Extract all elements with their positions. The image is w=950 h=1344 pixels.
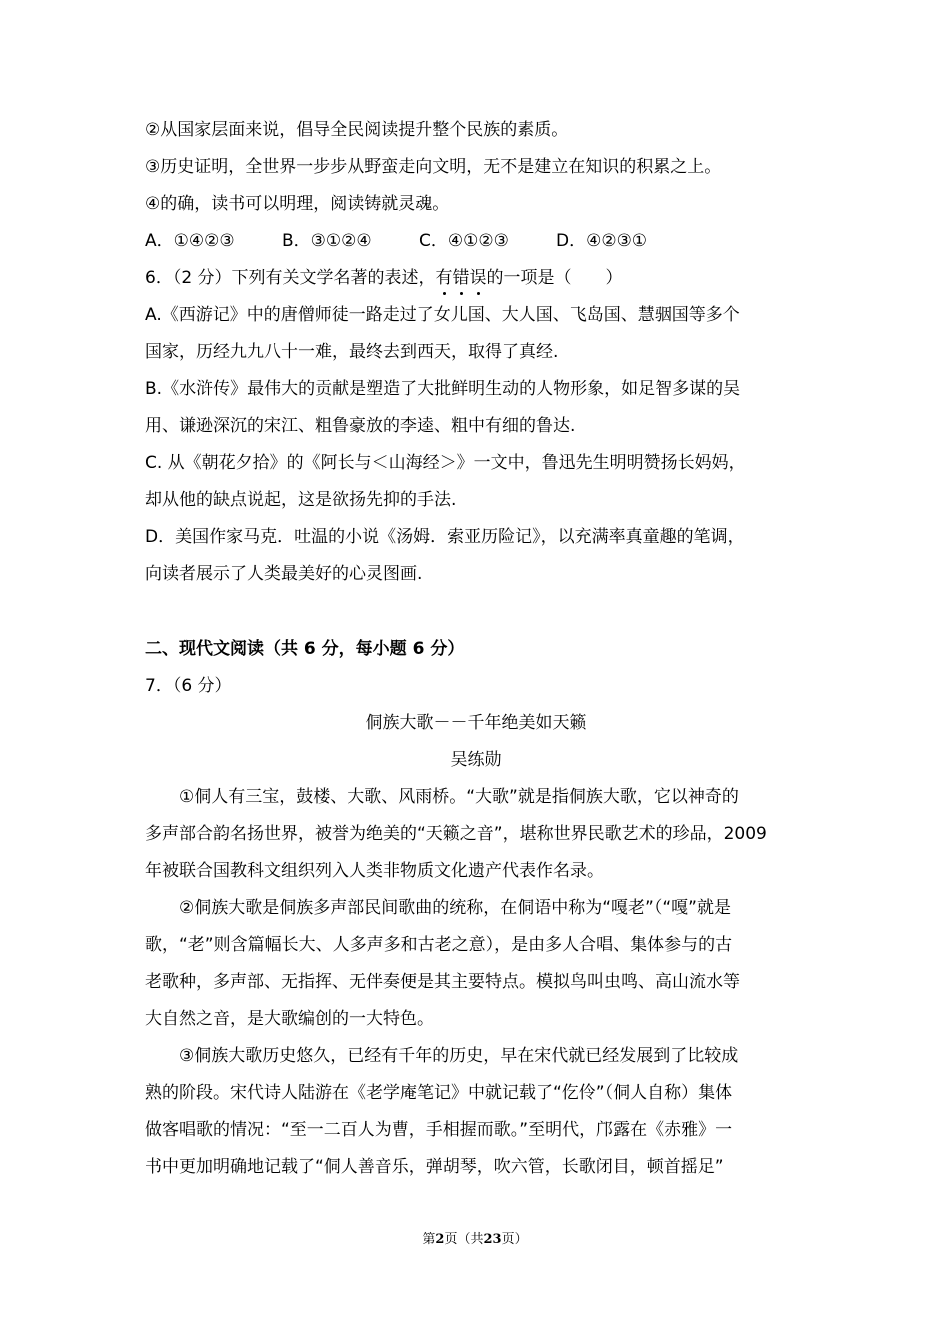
section-2-heading: 二、现代文阅读（共 6 分，每小题 6 分）	[145, 639, 465, 659]
q6-option-c-line2: 却从他的缺点说起，这是欲扬先抑的手法.	[145, 490, 457, 510]
paragraph-2-line-2: 歌，“老”则含篇幅长大、人多声多和古老之意），是由多人合唱、集体参与的古	[145, 935, 733, 955]
paragraph-3-line-3: 做客唱歌的情况：“至一二百人为曹，手相握而歌。”至明代，邝露在《赤雅》一	[145, 1120, 733, 1140]
q7-stem: 7．（6 分）	[145, 676, 232, 696]
paragraph-2-line-3: 老歌种，多声部、无指挥、无伴奏便是其主要特点。模拟鸟叫虫鸣、高山流水等	[145, 972, 740, 992]
page-footer	[0, 1228, 950, 1247]
q6-option-b-line1: B.《水浒传》最伟大的贡献是塑造了大批鲜明生动的人物形象，如足智多谋的吴	[145, 379, 741, 399]
article-author: 吴练勋	[450, 750, 502, 770]
paragraph-3-line-1: ③侗族大歌历史悠久，已经有千年的历史，早在宋代就已经发展到了比较成	[179, 1046, 739, 1066]
q5-option-d: D．④②③①	[556, 231, 648, 251]
paragraph-3-line-2: 熟的阶段。宋代诗人陆游在《老学庵笔记》中就记载了“仡伶”（侗人自称）集体	[145, 1083, 733, 1103]
paragraph-2-line-4: 大自然之音，是大歌编创的一大特色。	[145, 1009, 434, 1029]
paragraph-1-line-2: 多声部合韵名扬世界，被誉为绝美的“天籁之音”，堪称世界民歌艺术的珍品，2009	[145, 824, 767, 844]
footer-middle: 页（共	[444, 1232, 484, 1247]
paragraph-3-line-4: 书中更加明确地记载了“侗人善音乐，弹胡琴，吹六管，长歌闭目，顿首摇足”	[145, 1157, 724, 1177]
q6-option-c-line1: C. 从《朝花夕拾》的《阿长与＜山海经＞》一文中，鲁迅先生明明赞扬长妈妈，	[145, 453, 746, 473]
emphasis-char-2: 误	[469, 268, 487, 288]
q6-option-a-line1: A.《西游记》中的唐僧师徒一路走过了女儿国、大人国、飞岛国、慧骃国等多个	[145, 305, 740, 325]
footer-total-pages: 23	[483, 1232, 502, 1247]
q6-option-d-line1: D．美国作家马克．吐温的小说《汤姆．索亚历险记》，以充满率真童趣的笔调，	[145, 527, 745, 547]
q5-sentence-4: ④的确，读书可以明理，阅读铸就灵魂。	[145, 194, 450, 214]
q5-option-b: B．③①②④	[282, 231, 372, 251]
footer-page-number: 2	[435, 1232, 445, 1247]
emphasis-char-0: 有	[435, 268, 453, 288]
paragraph-1-line-3: 年被联合国教科文组织列入人类非物质文化遗产代表作名录。	[145, 861, 604, 881]
paragraph-2-line-1: ②侗族大歌是侗族多声部民间歌曲的统称，在侗语中称为“嘎老”（“嘎”就是	[179, 898, 731, 918]
q5-sentence-3: ③历史证明，全世界一步步从野蛮走向文明，无不是建立在知识的积累之上。	[145, 157, 722, 177]
q6-stem-prefix: 6．（2 分）下列有关文学名著的表述，	[145, 268, 436, 288]
article-title: 侗族大歌－－千年绝美如天籁	[365, 713, 587, 733]
q5-options	[145, 229, 807, 266]
footer-prefix: 第	[422, 1232, 436, 1247]
q5-option-a: A．①④②③	[145, 231, 235, 251]
footer-suffix: 页）	[501, 1232, 528, 1247]
q5-option-c: C．④①②③	[419, 231, 509, 251]
paragraph-1-line-1: ①侗人有三宝，鼓楼、大歌、风雨桥。“大歌”就是指侗族大歌，它以神奇的	[179, 787, 739, 807]
q6-stem-suffix: 的一项是（ ）	[486, 268, 623, 288]
q6-option-a-line2: 国家，历经九九八十一难，最终去到西天，取得了真经.	[145, 342, 559, 362]
q6-option-b-line2: 用、谦逊深沉的宋江、粗鲁豪放的李逵、粗中有细的鲁达.	[145, 416, 576, 436]
emphasis-char-1: 错	[452, 268, 470, 288]
q5-sentence-2: ②从国家层面来说，倡导全民阅读提升整个民族的素质。	[145, 120, 569, 140]
q6-option-d-line2: 向读者展示了人类最美好的心灵图画.	[145, 564, 423, 584]
q6-stem	[145, 266, 807, 303]
page-content	[145, 118, 807, 1192]
q6-stem-emphasis	[436, 268, 487, 288]
section-gap	[145, 599, 807, 637]
